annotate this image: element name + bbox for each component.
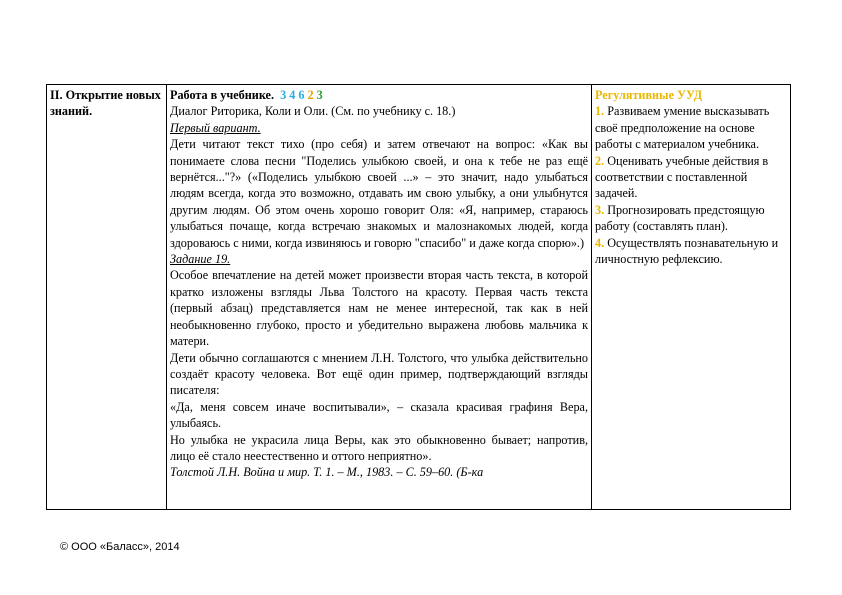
- number-3: 6: [298, 88, 305, 102]
- uud-item: [595, 202, 787, 235]
- quote-paragraph-2: Но улыбка не украсила лица Веры, как это обыкновенно бывает; напротив, лицо её стало неестественно и оттого неприятно».: [170, 432, 588, 463]
- uud-item: [595, 103, 787, 152]
- dialog-line: Диалог Риторика, Коли и Оли. (См. по учебнику с. 18.): [170, 104, 456, 119]
- number-5: 3: [316, 88, 323, 102]
- uud-item-number: 3.: [595, 202, 605, 217]
- uud-cell: [592, 85, 791, 510]
- lesson-table: [46, 84, 791, 510]
- work-numbers: [277, 88, 323, 102]
- copyright-footer: © ООО «Баласс», 2014: [60, 541, 180, 553]
- variant-label: Первый вариант.: [170, 120, 261, 135]
- number-2: 4: [289, 88, 296, 102]
- table-row: [47, 85, 791, 510]
- variant-text: Дети читают текст тихо (про себя) и затем отвечают на вопрос: «Как вы понимаете слова песни "Поделись улыбкою своей, и она к тебе не раз ещё вернётся..."?» («Поделись улыбкою своей ...» – это значит, надо улыбаться людям всегда, когда это возможно, отдавать им свою улыбку, а они улыбнутся другим людям. Об этом очень хорошо говорит Оля: «Я, например, стараюсь улыбаться почаще, когда встречаю знакомых и малознакомых людей, когда здороваюсь с ними, когда извиняюсь и говорю "спасибо" и даже когда спорю».): [170, 137, 588, 250]
- uud-item-text: Осуществлять познавательную и личностную рефлексию.: [595, 235, 779, 267]
- uud-title: Регулятивные УУД: [595, 88, 703, 102]
- uud-item: [595, 153, 787, 202]
- uud-item-text: Оценивать учебные действия в соответствии с поставленной задачей.: [595, 153, 769, 201]
- work-title-line: [170, 87, 588, 103]
- number-4: 2: [307, 88, 314, 102]
- content-cell: [167, 85, 592, 510]
- uud-item-number: 2.: [595, 153, 605, 168]
- task-paragraph-2: Дети обычно соглашаются с мнением Л.Н. Толстого, что улыбка действительно создаёт красоту человека. Вот ещё один пример, подтверждающий взгляды писателя:: [170, 350, 588, 398]
- uud-item-text: Развиваем умение высказывать своё предположение на основе работы с материалом учебника.: [595, 104, 770, 152]
- number-1: 3: [280, 88, 287, 102]
- uud-item-text: Прогнозировать предстоящую работу (составлять план).: [595, 202, 765, 234]
- quote-paragraph-1: «Да, меня совсем иначе воспитывали», – сказала красивая графиня Вера, улыбаясь.: [170, 399, 588, 431]
- stage-cell: [47, 85, 167, 510]
- work-title: Работа в учебнике.: [170, 88, 274, 102]
- uud-item: [595, 235, 787, 268]
- uud-item-number: 4.: [595, 235, 605, 250]
- stage-label: II. Открытие новых знаний.: [50, 88, 161, 119]
- task-label: Задание 19.: [170, 252, 231, 267]
- task-paragraph-1: Особое впечатление на детей может произвести вторая часть текста, в которой кратко изложены взгляды Льва Толстого на красоту. Первая часть текста (первый абзац) представляется нам не менее интересной, так как в ней необыкновенно глубоко, просто и убедительно выражена любовь мальчика к матери.: [170, 268, 588, 349]
- uud-item-number: 1.: [595, 104, 605, 119]
- citation: Толстой Л.Н. Война и мир. Т. 1. – М., 1983. – С. 59–60. (Б-ка: [170, 465, 484, 480]
